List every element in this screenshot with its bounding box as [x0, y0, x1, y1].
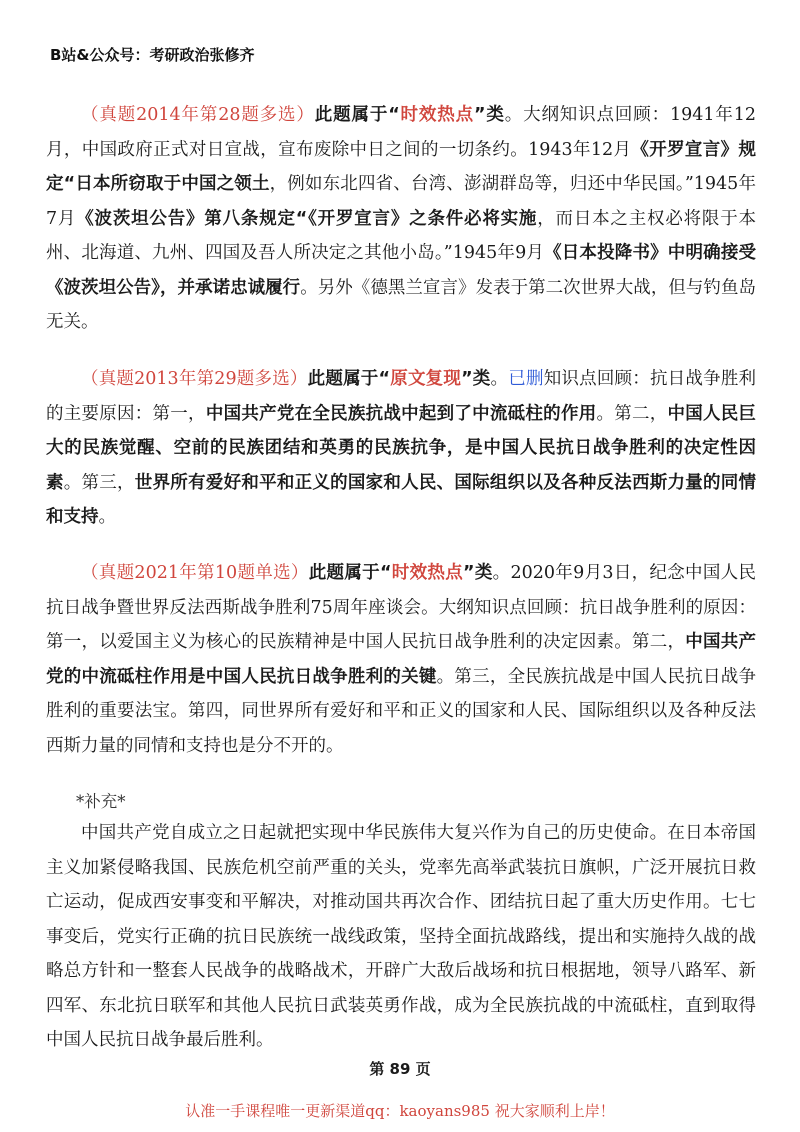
question-tag: （真题2014年第28题多选）	[81, 105, 315, 125]
category-label: 时效热点	[391, 563, 464, 583]
category-lead-end: ”类	[463, 563, 493, 583]
body-text: 知识点回顾：抗日战争胜利的主要原因：第一，	[46, 369, 757, 424]
supplement-title: *补充*	[76, 792, 126, 811]
category-lead: 此题属于“	[307, 369, 391, 389]
category-lead: 此题属于“	[314, 105, 400, 125]
body-text: 。另外《德黑兰宣言》发表于第二次世界大战，但与钓鱼岛无关。	[46, 277, 756, 332]
header-text: B站&公众号：考研政治张修齐	[50, 46, 255, 64]
bold-text: 《开罗宣言》规定“日本所窃取于中国之领土	[46, 139, 756, 194]
body-text: 。第三，	[63, 472, 135, 493]
category-label: 时效热点	[399, 105, 474, 125]
paragraph-2	[46, 362, 756, 535]
body-text: ，例如东北四省、台湾、澎湖群岛等，归还中华民国。”1945年7月	[46, 174, 756, 229]
body-text: ，而日本之主权必将限于本州、北海道、九州、四国及吾人所决定之其他小岛。”1945年9月	[46, 208, 757, 263]
deleted-mark: 已删	[508, 369, 544, 389]
bold-text: 《日本投降书》中明确接受《波茨坦公告》，并承诺忠诚履行	[46, 243, 756, 298]
supplement-paragraph: 中国共产党自成立之日起就把实现中华民族伟大复兴作为自己的历史使命。在日本帝国主义加紧侵略我国、民族危机空前严重的关头，党率先高举武装抗日旗帜，广泛开展抗日救亡运动，促成西安事变和平解决，对推动国共再次合作、团结抗日起了重大历史作用。七七事变后，党实行正确的抗日民族统一战线政策，坚持全面抗战路线，提出和实施持久战的战略总方针和一整套人民战争的战略战术，开辟广大敌后战场和抗日根据地，领导八路军、新四军、东北抗日联军和其他人民抗日武装英勇作战，成为全民族抗战的中流砥柱，直到取得中国人民抗日战争最后胜利。	[46, 823, 756, 1050]
page-number: 第 89 页	[369, 1060, 431, 1078]
question-tag: （真题2021年第10题单选）	[81, 563, 309, 583]
body-text: 。	[490, 369, 509, 389]
paragraph-1	[46, 98, 756, 340]
bold-text: 中国共产党的中流砥柱作用是中国人民抗日战争胜利的关键	[46, 632, 757, 687]
footer-notice: 认准一手课程唯一更新渠道qq：kaoyans985 祝大家顺利上岸！	[185, 1102, 615, 1120]
body-text: 。第二，	[596, 403, 668, 424]
category-label: 原文复现	[390, 369, 462, 389]
bold-text: 中国人民巨大的民族觉醒、空前的民族团结和英勇的民族抗争，是中国人民抗日战争胜利的决定性因素	[46, 403, 757, 493]
question-tag: （真题2013年第29题多选）	[81, 369, 308, 389]
body-text: 。第三，全民族抗战是中国人民抗日战争胜利的重要法宝。第四，同世界所有爱好和平和正义的国家和人民、国际组织以及各种反法西斯力量的同情和支持也是分不开的。	[46, 666, 756, 756]
bold-text: 世界所有爱好和平和正义的国家和人民、国际组织以及各种反法西斯力量的同情和支持	[46, 472, 757, 527]
category-lead-end: ”类	[461, 369, 491, 389]
category-lead-end: ”类	[474, 105, 505, 125]
bold-text: 中国共产党在全民族抗战中起到了中流砥柱的作用	[205, 403, 597, 424]
category-lead: 此题属于“	[308, 563, 392, 583]
body-text: 。	[98, 507, 116, 527]
bold-text: 《波茨坦公告》第八条规定“《开罗宣言》之条件必将实施	[76, 208, 538, 229]
paragraph-3	[46, 556, 756, 763]
body-text: 。2020年9月3日，纪念中国人民抗日战争暨世界反法西斯战争胜利75周年座谈会。大纲知识点回顾：抗日战争胜利的原因：第一，以爱国主义为核心的民族精神是中国人民抗日战争胜利的决定因素。第二，	[46, 563, 756, 652]
body-text: 。大纲知识点回顾：1941年12月，中国政府正式对日宣战，宣布废除中日之间的一切条约。1943年12月	[46, 105, 756, 160]
